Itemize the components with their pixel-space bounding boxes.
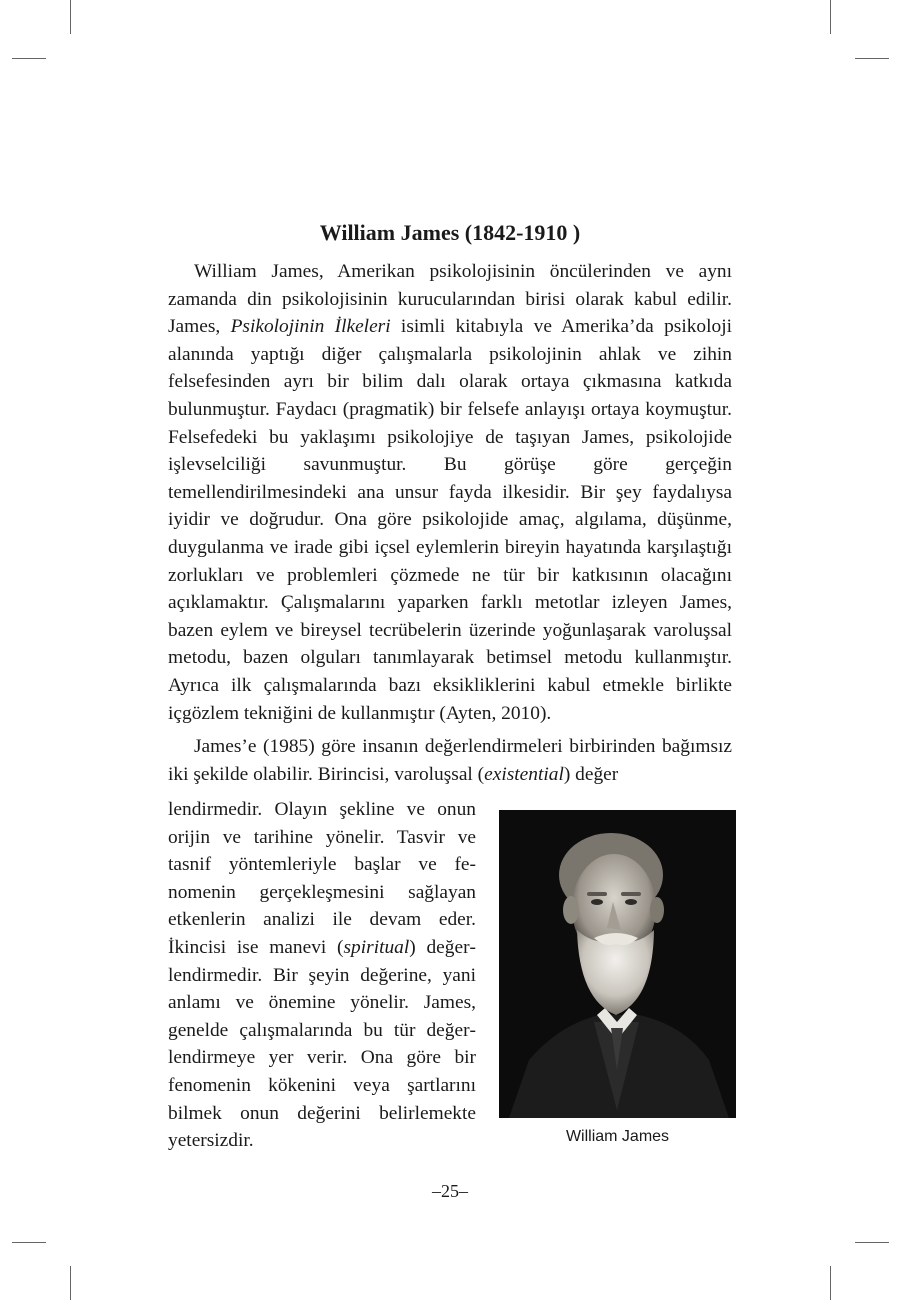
crop-mark	[12, 58, 46, 59]
page-title: William James (1842-1910 )	[319, 220, 581, 245]
paragraph-2-continued: lendirmedir. Olayın şekline ve onun orijin ve tarihine yönelir. Tasvir ve tasnif yöntemleriyle başlar ve fenomenin gerçekleşmesini sağlayan etkenlerin analizi ile devam eder. İkincisi ise manevi (spiritual) değerlendirmedir. Bir şeyin değerine, yani anlamı ve önemine yönelir. James, genelde çalışmalarında bu tür değerlendirmeye yer verir. Ona göre bir fenomenin kökenini veya şartlarını bilmek onun değerini belirlemekte yetersizdir.	[168, 799, 476, 1152]
crop-mark	[855, 58, 889, 59]
crop-mark	[830, 1266, 831, 1300]
portrait-photo	[499, 810, 736, 1118]
crop-mark	[830, 0, 831, 34]
term-existential: existential	[484, 763, 564, 785]
crop-mark	[12, 1242, 46, 1243]
paragraph-2: James’e (1985) göre insanın değerlendirmeleri birbirinden bağımsız iki şekilde olabilir. Birincisi, varoluşsal (existential) değer	[168, 736, 732, 785]
crop-mark	[70, 1266, 71, 1300]
crop-mark	[855, 1242, 889, 1243]
photo-caption: William James	[565, 1128, 670, 1145]
page-number: –25–	[432, 1181, 468, 1201]
book-title: Psikolojinin İlkeleri	[230, 316, 391, 338]
paragraph-1: William James, Amerikan psikolojisinin öncülerinden ve aynı zamanda din psikolojisinin kurucularından birisi olarak kabul edilir. James, Psikolojinin İlkeleri isimli kitabıyla ve Amerika’da psikoloji alanında yaptığı diğer çalışmalarla psikolojinin ahlak ve zihin felsefesinden ayrı bir bilim dalı olarak ortaya çıkmasına katkıda bulunmuştur. Faydacı (pragmatik) bir felsefe anlayışı ortaya koymuştur. Felsefedeki bu yaklaşımı psikolojiye de taşıyan James, psikolojide işlevselciliği savunmuştur. Bu görüşe göre gerçeğin temellendirilmesindeki ana unsur fayda ilkesidir. Bir şey faydalıysa iyidir ve doğrudur. Ona göre psikolojide amaç, algılama, düşünme, duygulanma ve irade gibi içsel eylemlerin bireyin hayatında karşılaştığı zorlukları ve problemleri çözmede ne tür bir katkısının olacağını açıklamaktır. Çalışmalarını yaparken farklı metotlar izleyen James, bazen eylem ve bireysel tecrübelerin üzerinde yoğunlaşarak varoluşsal metodu, bazen olguları tanımlayarak betimsel metodu kullanmıştır. Ayrıca ilk çalışmalarında bazı eksikliklerini kabul etmekle birlikte içgözlem tekniğini de kullanmıştır (Ayten, 2010).	[168, 261, 732, 724]
crop-mark	[70, 0, 71, 34]
body-text	[168, 258, 732, 788]
term-spiritual: spiritual	[343, 936, 410, 958]
